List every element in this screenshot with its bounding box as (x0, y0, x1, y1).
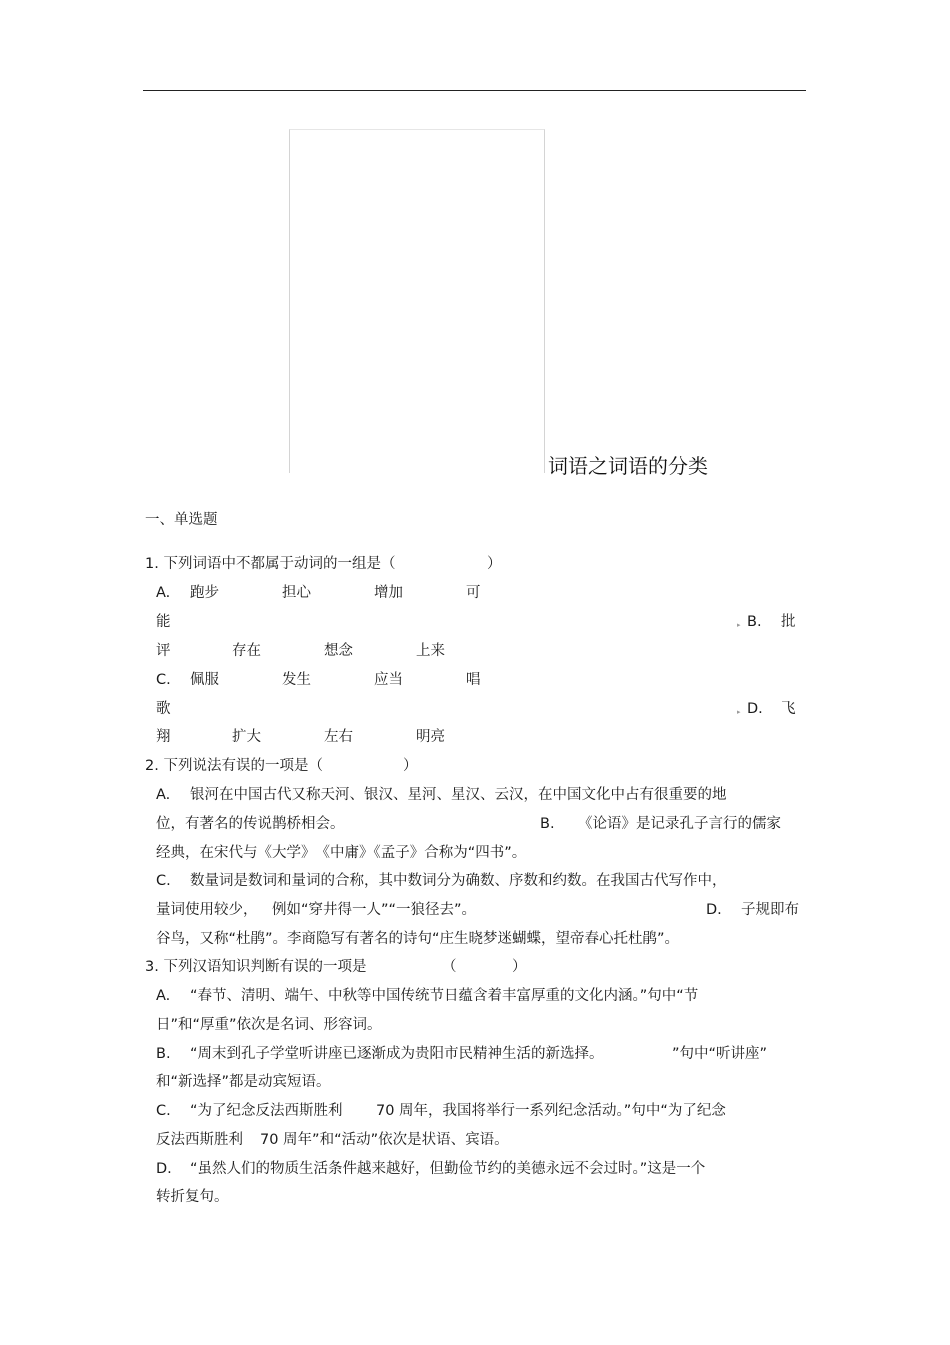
option-c-text-cont: 量词使用较少， (156, 902, 258, 918)
option-b-text-cont: 经典，在宋代与《大学》 《中庸》《孟子》合称为“四书”。 (156, 845, 527, 861)
option-c-label: C. (156, 672, 171, 688)
option-d-word-cont: 翔 (156, 729, 171, 745)
option-d-label: D. (706, 902, 722, 918)
section-heading: 一、单选题 (145, 512, 218, 528)
option-marker-icon: ▸ (737, 708, 741, 716)
option-c-label: C. (156, 873, 171, 889)
option-d-label: D. (747, 701, 763, 717)
answer-paren: ） (403, 758, 418, 774)
header-rule (143, 90, 806, 91)
option-a-text-cont: 日”和“厚重”依次是名词、形容词。 (156, 1017, 382, 1033)
option-c-word-cont: 歌 (156, 701, 171, 717)
option-c-word: 发生 (282, 672, 311, 688)
option-b-word: 上来 (416, 643, 445, 659)
option-c-text-cont: 例如“穿井得一人”“一狼径去”。 (272, 902, 477, 918)
option-b-text: “周末到孔子学堂听讲座已逐渐成为贵阳市民精神生活的新选择。 (190, 1046, 604, 1062)
option-b-word: 批 (781, 614, 796, 630)
document-title: 词语之词语的分类 (548, 454, 708, 478)
option-d-text-cont: 转折复句。 (156, 1189, 229, 1205)
option-d-text: 子规即布 (741, 902, 799, 918)
option-b-word: 存在 (232, 643, 261, 659)
option-a-label: A. (156, 787, 171, 803)
option-d-word: 飞 (781, 701, 796, 717)
option-c-text: 70 周年，我国将举行一系列纪念活动。”句中“为了纪念 (376, 1103, 726, 1119)
option-a-word: 增加 (374, 585, 403, 601)
option-c-text: “为了纪念反法西斯胜利 (190, 1103, 343, 1119)
option-a-word: 跑步 (190, 585, 219, 601)
question-3-stem: 3. 下列汉语知识判断有误的一项是 (145, 959, 367, 975)
question-1-stem: 1. 下列词语中不都属于动词的一组是（ (145, 556, 396, 572)
option-b-label: B. (540, 816, 555, 832)
answer-paren: （ (442, 959, 457, 975)
option-a-word-cont: 能 (156, 614, 171, 630)
option-d-text: “虽然人们的物质生活条件越来越好，但勤俭节约的美德永远不会过时。”这是一个 (190, 1161, 706, 1177)
option-a-label: A. (156, 585, 171, 601)
option-b-text: 《论语》是记录孔子言行的儒家 (578, 816, 781, 832)
option-a-text: “春节、清明、端午、中秋等中国传统节日蕴含着丰富厚重的文化内涵。”句中“节 (190, 988, 699, 1004)
option-b-text: ”句中“听讲座” (672, 1046, 768, 1062)
option-c-word: 佩服 (190, 672, 219, 688)
option-marker-icon: ▸ (737, 621, 741, 629)
option-b-text-cont: 和“新选择”都是动宾短语。 (156, 1074, 331, 1090)
option-b-word: 想念 (324, 643, 353, 659)
option-a-label: A. (156, 988, 171, 1004)
question-2-stem: 2. 下列说法有误的一项是（ (145, 758, 323, 774)
option-c-text-cont: 70 周年”和“活动”依次是状语、宾语。 (260, 1132, 509, 1148)
option-c-word: 应当 (374, 672, 403, 688)
option-a-text-cont: 位，有著名的传说鹊桥相会。 (156, 816, 345, 832)
option-b-word-cont: 评 (156, 643, 171, 659)
option-a-word: 可 (466, 585, 481, 601)
option-c-label: C. (156, 1103, 171, 1119)
option-d-word: 扩大 (232, 729, 261, 745)
option-d-text-cont: 谷鸟，又称“杜鹃”。李商隐写有著名的诗句“庄生晓梦迷蝴蝶，望帝春心托杜鹃”。 (156, 931, 680, 947)
answer-paren: ） (487, 556, 502, 572)
option-b-label: B. (156, 1046, 171, 1062)
option-c-text: 数量词是数词和量词的合称，其中数词分为确数、序数和约数。在我国古代写作中， (190, 873, 727, 889)
option-c-word: 唱 (466, 672, 481, 688)
cover-image-placeholder (289, 129, 545, 473)
option-a-word: 担心 (282, 585, 311, 601)
option-d-word: 明亮 (416, 729, 445, 745)
option-d-label: D. (156, 1161, 172, 1177)
option-c-text-cont: 反法西斯胜利 (156, 1132, 243, 1148)
option-b-label: B. (747, 614, 762, 630)
option-d-word: 左右 (324, 729, 353, 745)
option-a-text: 银河在中国古代又称天河、银汉、星河、星汉、云汉，在中国文化中占有很重要的地 (190, 787, 727, 803)
answer-paren: ） (512, 959, 527, 975)
